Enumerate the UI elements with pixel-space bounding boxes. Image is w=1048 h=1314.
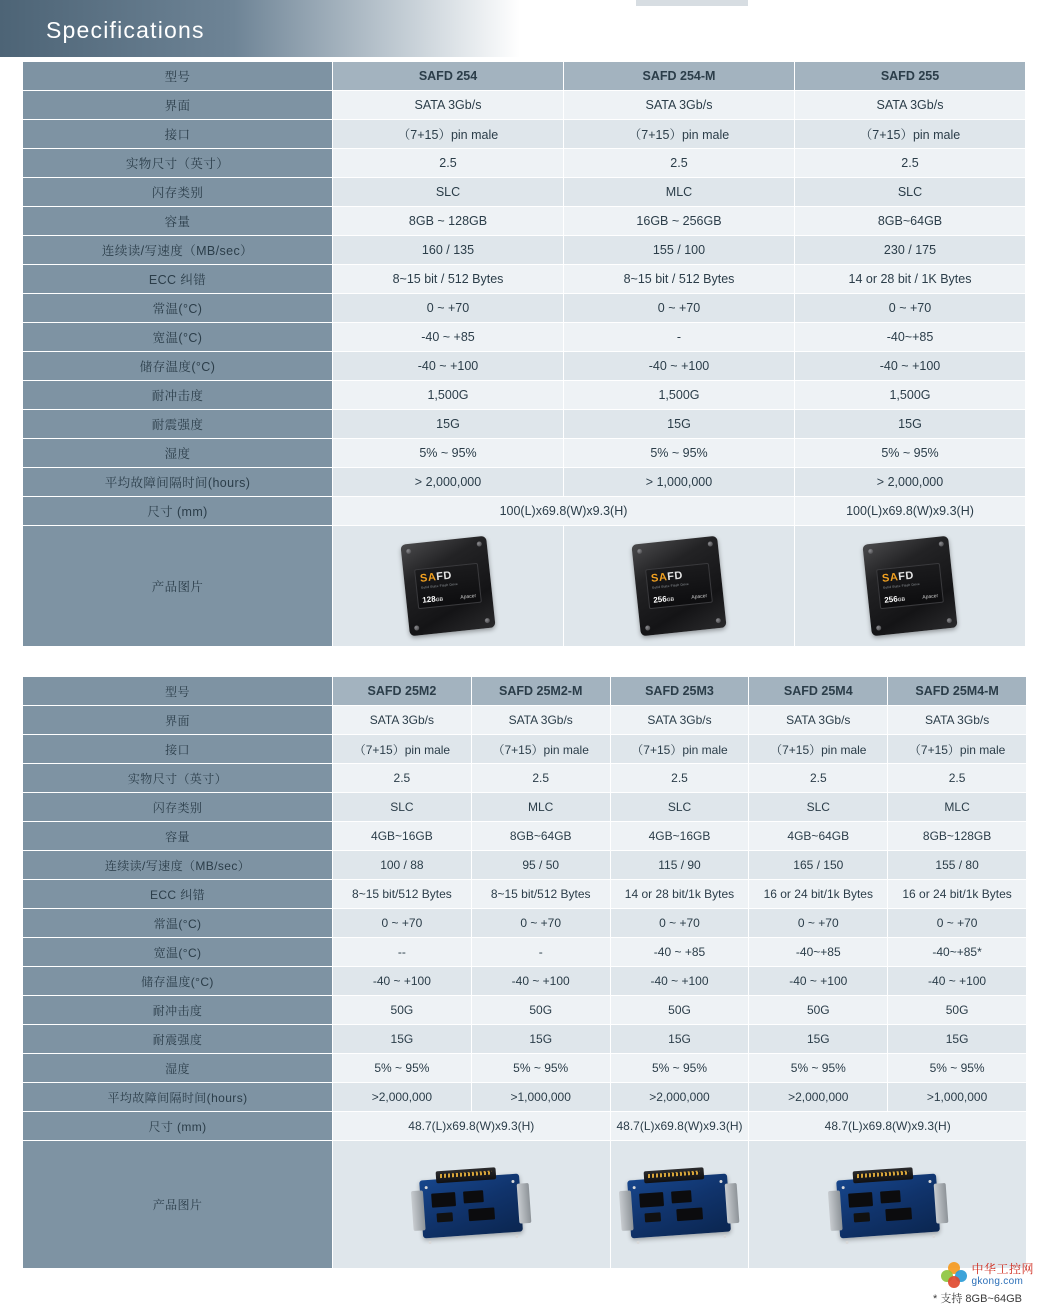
table-row xyxy=(23,938,1027,967)
cell: 15G xyxy=(333,410,564,439)
cell: 0 ~ +70 xyxy=(564,294,795,323)
cell: -40 ~ +100 xyxy=(888,967,1027,996)
cell: -40~+85* xyxy=(888,938,1027,967)
cell: SATA 3Gb/s xyxy=(749,706,888,735)
cell: 15G xyxy=(749,1025,888,1054)
cell: SLC xyxy=(749,793,888,822)
cell: 15G xyxy=(564,410,795,439)
row-label: 实物尺寸（英寸） xyxy=(23,149,333,178)
row-label: 连续读/写速度（MB/sec） xyxy=(23,236,333,265)
cell: 8~15 bit/512 Bytes xyxy=(333,880,472,909)
table-row xyxy=(23,236,1026,265)
table-row xyxy=(23,1025,1027,1054)
cell: -40 ~ +100 xyxy=(333,352,564,381)
cell: （7+15）pin male xyxy=(333,735,472,764)
table-row xyxy=(23,909,1027,938)
table-row xyxy=(23,207,1026,236)
table-row xyxy=(23,352,1026,381)
cell: MLC xyxy=(471,793,610,822)
cell: SATA 3Gb/s xyxy=(795,91,1026,120)
cell-dimensions-merged: 48.7(L)x69.8(W)x9.3(H) xyxy=(333,1112,611,1141)
row-label: 常温(°C) xyxy=(23,294,333,323)
cell: 165 / 150 xyxy=(749,851,888,880)
table-row xyxy=(23,706,1027,735)
cell: （7+15）pin male xyxy=(471,735,610,764)
cell: >2,000,000 xyxy=(749,1083,888,1112)
table-row xyxy=(23,735,1027,764)
model-header: SAFD 25M3 xyxy=(610,677,749,706)
row-label: 宽温(°C) xyxy=(23,938,333,967)
cell: - xyxy=(471,938,610,967)
cell: 50G xyxy=(610,996,749,1025)
page-title: Specifications xyxy=(46,17,205,43)
model-header: SAFD 25M4-M xyxy=(888,677,1027,706)
cell: 2.5 xyxy=(564,149,795,178)
cell: 2.5 xyxy=(795,149,1026,178)
cell: 5% ~ 95% xyxy=(795,439,1026,468)
cell: - xyxy=(564,323,795,352)
row-label: 接口 xyxy=(23,735,333,764)
row-label: 湿度 xyxy=(23,439,333,468)
cell: 2.5 xyxy=(888,764,1027,793)
model-header: SAFD 254 xyxy=(333,62,564,91)
cell: SATA 3Gb/s xyxy=(333,91,564,120)
ssd-vendor-label: Apacer xyxy=(460,593,477,601)
cell: 15G xyxy=(795,410,1026,439)
cell: 15G xyxy=(888,1025,1027,1054)
pcb-module-photo xyxy=(826,1158,950,1250)
row-label: 耐冲击度 xyxy=(23,996,333,1025)
table-row xyxy=(23,294,1026,323)
ssd-brand-label: SAFD xyxy=(650,569,684,585)
row-label: 型号 xyxy=(23,62,333,91)
cell: -- xyxy=(333,938,472,967)
cell: -40 ~ +100 xyxy=(749,967,888,996)
cell-dimensions-merged: 100(L)x69.8(W)x9.3(H) xyxy=(333,497,795,526)
cell: 8GB~128GB xyxy=(888,822,1027,851)
cell: 8~15 bit/512 Bytes xyxy=(471,880,610,909)
row-label: 实物尺寸（英寸） xyxy=(23,764,333,793)
table-row xyxy=(23,851,1027,880)
cell: 14 or 28 bit / 1K Bytes xyxy=(795,265,1026,294)
cell: 0 ~ +70 xyxy=(471,909,610,938)
cell: （7+15）pin male xyxy=(888,735,1027,764)
cell: 4GB~64GB xyxy=(749,822,888,851)
row-label: 平均故障间隔时间(hours) xyxy=(23,1083,333,1112)
cell: > 2,000,000 xyxy=(795,468,1026,497)
cell: >1,000,000 xyxy=(471,1083,610,1112)
cell: 155 / 80 xyxy=(888,851,1027,880)
cell: 15G xyxy=(610,1025,749,1054)
cell-dimensions-merged: 48.7(L)x69.8(W)x9.3(H) xyxy=(749,1112,1027,1141)
cell: 160 / 135 xyxy=(333,236,564,265)
cell: 1,500G xyxy=(333,381,564,410)
table-row xyxy=(23,91,1026,120)
cell: 5% ~ 95% xyxy=(471,1054,610,1083)
ssd-vendor-label: Apacer xyxy=(691,593,708,601)
model-header: SAFD 25M2 xyxy=(333,677,472,706)
cell: 2.5 xyxy=(333,764,472,793)
table-row xyxy=(23,1112,1027,1141)
cell: 100 / 88 xyxy=(333,851,472,880)
cell: -40 ~ +100 xyxy=(564,352,795,381)
row-label: 储存温度(°C) xyxy=(23,352,333,381)
cell: 115 / 90 xyxy=(610,851,749,880)
table-row xyxy=(23,764,1027,793)
row-label: 容量 xyxy=(23,822,333,851)
row-label: 闪存类别 xyxy=(23,178,333,207)
ssd-sub-label: Solid State Flash Drive xyxy=(651,581,690,590)
cell: SATA 3Gb/s xyxy=(564,91,795,120)
table-row xyxy=(23,967,1027,996)
cell: > 1,000,000 xyxy=(564,468,795,497)
flower-logo-icon xyxy=(941,1262,967,1288)
cell: 0 ~ +70 xyxy=(610,909,749,938)
model-header: SAFD 25M2-M xyxy=(471,677,610,706)
cell: 5% ~ 95% xyxy=(888,1054,1027,1083)
cell: （7+15）pin male xyxy=(333,120,564,149)
cell: 50G xyxy=(749,996,888,1025)
cell: 5% ~ 95% xyxy=(333,439,564,468)
row-label: 界面 xyxy=(23,91,333,120)
cell: -40 ~ +85 xyxy=(333,323,564,352)
cell: 8~15 bit / 512 Bytes xyxy=(333,265,564,294)
cell: 2.5 xyxy=(333,149,564,178)
cell: 5% ~ 95% xyxy=(333,1054,472,1083)
footnote: * 支持 8GB~64GB xyxy=(933,1293,1022,1305)
cell: （7+15）pin male xyxy=(610,735,749,764)
cell: 230 / 175 xyxy=(795,236,1026,265)
product-photo-cell xyxy=(795,526,1026,647)
cell: 50G xyxy=(888,996,1027,1025)
cell: MLC xyxy=(888,793,1027,822)
product-photo-cell xyxy=(610,1141,749,1269)
cell: 8~15 bit / 512 Bytes xyxy=(564,265,795,294)
cell: 50G xyxy=(471,996,610,1025)
cell: （7+15）pin male xyxy=(795,120,1026,149)
row-label: 界面 xyxy=(23,706,333,735)
product-photo-cell xyxy=(333,1141,611,1269)
ssd-drive-photo xyxy=(631,536,726,636)
cell: 8GB ~ 128GB xyxy=(333,207,564,236)
model-header: SAFD 254-M xyxy=(564,62,795,91)
table-row xyxy=(23,822,1027,851)
ssd-brand-label: SAFD xyxy=(881,569,915,585)
cell: 16 or 24 bit/1k Bytes xyxy=(888,880,1027,909)
row-label: 平均故障间隔时间(hours) xyxy=(23,468,333,497)
cell: >2,000,000 xyxy=(610,1083,749,1112)
cell: 95 / 50 xyxy=(471,851,610,880)
cell: SATA 3Gb/s xyxy=(888,706,1027,735)
cell: > 2,000,000 xyxy=(333,468,564,497)
product-photo-cell xyxy=(564,526,795,647)
row-label: 产品图片 xyxy=(23,526,333,647)
table-row xyxy=(23,793,1027,822)
cell: 15G xyxy=(333,1025,472,1054)
row-label: 连续读/写速度（MB/sec） xyxy=(23,851,333,880)
cell: -40 ~ +100 xyxy=(471,967,610,996)
row-label: 宽温(°C) xyxy=(23,323,333,352)
cell: 155 / 100 xyxy=(564,236,795,265)
row-label: 耐冲击度 xyxy=(23,381,333,410)
ssd-drive-photo xyxy=(400,536,495,636)
table-row xyxy=(23,62,1026,91)
row-label: ECC 纠错 xyxy=(23,880,333,909)
cell: 16 or 24 bit/1k Bytes xyxy=(749,880,888,909)
cell: 50G xyxy=(333,996,472,1025)
model-header: SAFD 25M4 xyxy=(749,677,888,706)
cell: 15G xyxy=(471,1025,610,1054)
row-label: 闪存类别 xyxy=(23,793,333,822)
cell: -40 ~ +100 xyxy=(610,967,749,996)
cell: （7+15）pin male xyxy=(564,120,795,149)
cell: SATA 3Gb/s xyxy=(471,706,610,735)
row-label: 型号 xyxy=(23,677,333,706)
cell: 2.5 xyxy=(610,764,749,793)
cell: MLC xyxy=(564,178,795,207)
table-row xyxy=(23,1083,1027,1112)
ssd-capacity-label: 256GB xyxy=(652,594,675,605)
cell: （7+15）pin male xyxy=(749,735,888,764)
cell: -40~+85 xyxy=(749,938,888,967)
ssd-vendor-label: Apacer xyxy=(922,593,939,601)
table-row xyxy=(23,265,1026,294)
ssd-sub-label: Solid State Flash Drive xyxy=(882,581,921,590)
cell: SATA 3Gb/s xyxy=(610,706,749,735)
table-row xyxy=(23,1054,1027,1083)
watermark-en-text: gkong.com xyxy=(971,1276,1024,1288)
table-row xyxy=(23,497,1026,526)
row-label: 湿度 xyxy=(23,1054,333,1083)
cell: 5% ~ 95% xyxy=(564,439,795,468)
cell: -40 ~ +100 xyxy=(333,967,472,996)
row-label: 尺寸 (mm) xyxy=(23,497,333,526)
cell: 16GB ~ 256GB xyxy=(564,207,795,236)
watermark xyxy=(941,1262,1034,1288)
row-label: 储存温度(°C) xyxy=(23,967,333,996)
row-label: 尺寸 (mm) xyxy=(23,1112,333,1141)
cell: SLC xyxy=(333,178,564,207)
cell: 0 ~ +70 xyxy=(888,909,1027,938)
cell: 5% ~ 95% xyxy=(749,1054,888,1083)
table-row xyxy=(23,323,1026,352)
cell: -40~+85 xyxy=(795,323,1026,352)
cell: SLC xyxy=(795,178,1026,207)
spec-table-safd-25mx xyxy=(22,676,1027,1269)
cell: 14 or 28 bit/1k Bytes xyxy=(610,880,749,909)
cell: -40 ~ +85 xyxy=(610,938,749,967)
ssd-drive-photo xyxy=(862,536,957,636)
ssd-brand-label: SAFD xyxy=(419,569,453,585)
row-label: 耐震强度 xyxy=(23,1025,333,1054)
cell: 5% ~ 95% xyxy=(610,1054,749,1083)
cell: 0 ~ +70 xyxy=(333,909,472,938)
row-label: ECC 纠错 xyxy=(23,265,333,294)
row-label: 接口 xyxy=(23,120,333,149)
cell: SLC xyxy=(610,793,749,822)
cell: 1,500G xyxy=(795,381,1026,410)
cell: 2.5 xyxy=(471,764,610,793)
table-row xyxy=(23,677,1027,706)
table-row-product-photos xyxy=(23,526,1026,647)
cell: 2.5 xyxy=(749,764,888,793)
cell: 8GB~64GB xyxy=(795,207,1026,236)
cell-dimensions: 48.7(L)x69.8(W)x9.3(H) xyxy=(610,1112,749,1141)
cell: SATA 3Gb/s xyxy=(333,706,472,735)
cell: >2,000,000 xyxy=(333,1083,472,1112)
spec-table-safd-25x xyxy=(22,61,1026,647)
cell: SLC xyxy=(333,793,472,822)
row-label: 常温(°C) xyxy=(23,909,333,938)
cell: 1,500G xyxy=(564,381,795,410)
ssd-sub-label: Solid State Flash Drive xyxy=(420,581,459,590)
table-row xyxy=(23,410,1026,439)
header-band xyxy=(0,0,520,57)
cell: 0 ~ +70 xyxy=(333,294,564,323)
table-row xyxy=(23,381,1026,410)
cell: -40 ~ +100 xyxy=(795,352,1026,381)
table-row xyxy=(23,468,1026,497)
row-label: 耐震强度 xyxy=(23,410,333,439)
pcb-module-photo xyxy=(410,1158,534,1250)
row-label: 产品图片 xyxy=(23,1141,333,1269)
cell: 0 ~ +70 xyxy=(795,294,1026,323)
table-row xyxy=(23,880,1027,909)
pcb-module-photo xyxy=(618,1158,742,1250)
table-row xyxy=(23,149,1026,178)
cell: 8GB~64GB xyxy=(471,822,610,851)
table-row xyxy=(23,996,1027,1025)
top-stub-bar xyxy=(636,0,748,6)
cell: 4GB~16GB xyxy=(333,822,472,851)
table-row xyxy=(23,439,1026,468)
cell: >1,000,000 xyxy=(888,1083,1027,1112)
cell-dimensions: 100(L)x69.8(W)x9.3(H) xyxy=(795,497,1026,526)
ssd-capacity-label: 256GB xyxy=(883,594,906,605)
table-row-product-photos xyxy=(23,1141,1027,1269)
table-row xyxy=(23,178,1026,207)
cell: 4GB~16GB xyxy=(610,822,749,851)
table-row xyxy=(23,120,1026,149)
model-header: SAFD 255 xyxy=(795,62,1026,91)
ssd-capacity-label: 128GB xyxy=(421,594,444,605)
watermark-cn-text: 中华工控网 xyxy=(971,1261,1034,1276)
product-photo-cell xyxy=(333,526,564,647)
product-photo-cell xyxy=(749,1141,1027,1269)
cell: 0 ~ +70 xyxy=(749,909,888,938)
row-label: 容量 xyxy=(23,207,333,236)
